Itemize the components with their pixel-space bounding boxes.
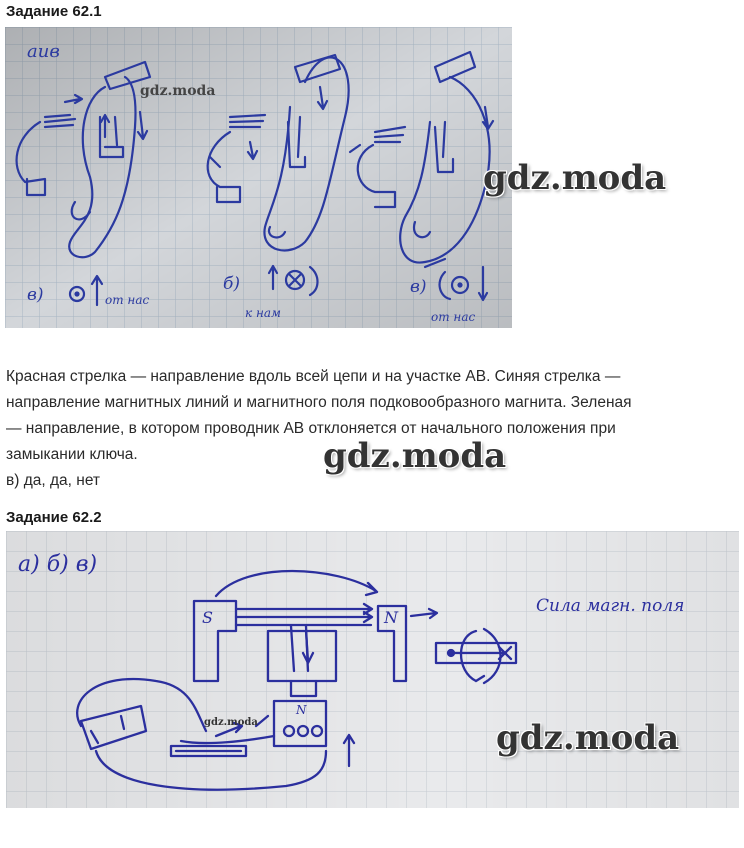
caption-a: от нас bbox=[105, 293, 150, 307]
text-line-1: Красная стрелка — направление вдоль всей цепи и на участке АВ. Синяя стрелка — bbox=[6, 368, 621, 385]
label-c: в) bbox=[410, 277, 427, 297]
label-abc: а) б) в) bbox=[18, 552, 98, 577]
watermark-large-2: gdz.moda bbox=[323, 436, 507, 476]
caption-b: к нам bbox=[245, 306, 281, 320]
task-62-1-heading: Задание 62.1 bbox=[6, 3, 102, 20]
watermark-tiny: gdz.moda bbox=[204, 717, 258, 728]
text-line-4: замыкании ключа. bbox=[6, 446, 138, 463]
text-line-3: — направление, в котором проводник АВ отклоняется от начального положения при bbox=[6, 420, 616, 437]
label-n-small: N bbox=[296, 703, 307, 717]
watermark-large-3: gdz.moda bbox=[496, 718, 680, 758]
text-line-2: направление магнитных линий и магнитного поля подковообразного магнита. Зеленая bbox=[6, 394, 632, 411]
handwritten-photo-task-62-2 bbox=[6, 531, 739, 808]
label-s-pole: S bbox=[202, 608, 213, 627]
label-b: б) bbox=[223, 274, 241, 294]
handwritten-photo-task-62-1 bbox=[5, 27, 512, 328]
label-force: Сила магн. поля bbox=[536, 596, 685, 616]
task-62-2-heading: Задание 62.2 bbox=[6, 509, 102, 526]
label-a: в) bbox=[27, 285, 44, 305]
label-n-pole: N bbox=[384, 608, 398, 627]
watermark-small-1: gdz.moda bbox=[140, 83, 216, 99]
answer-line: в) да, да, нет bbox=[6, 472, 101, 489]
label-top: аив bbox=[27, 41, 60, 62]
watermark-large-1: gdz.moda bbox=[483, 158, 667, 198]
caption-c: от нас bbox=[431, 310, 476, 324]
